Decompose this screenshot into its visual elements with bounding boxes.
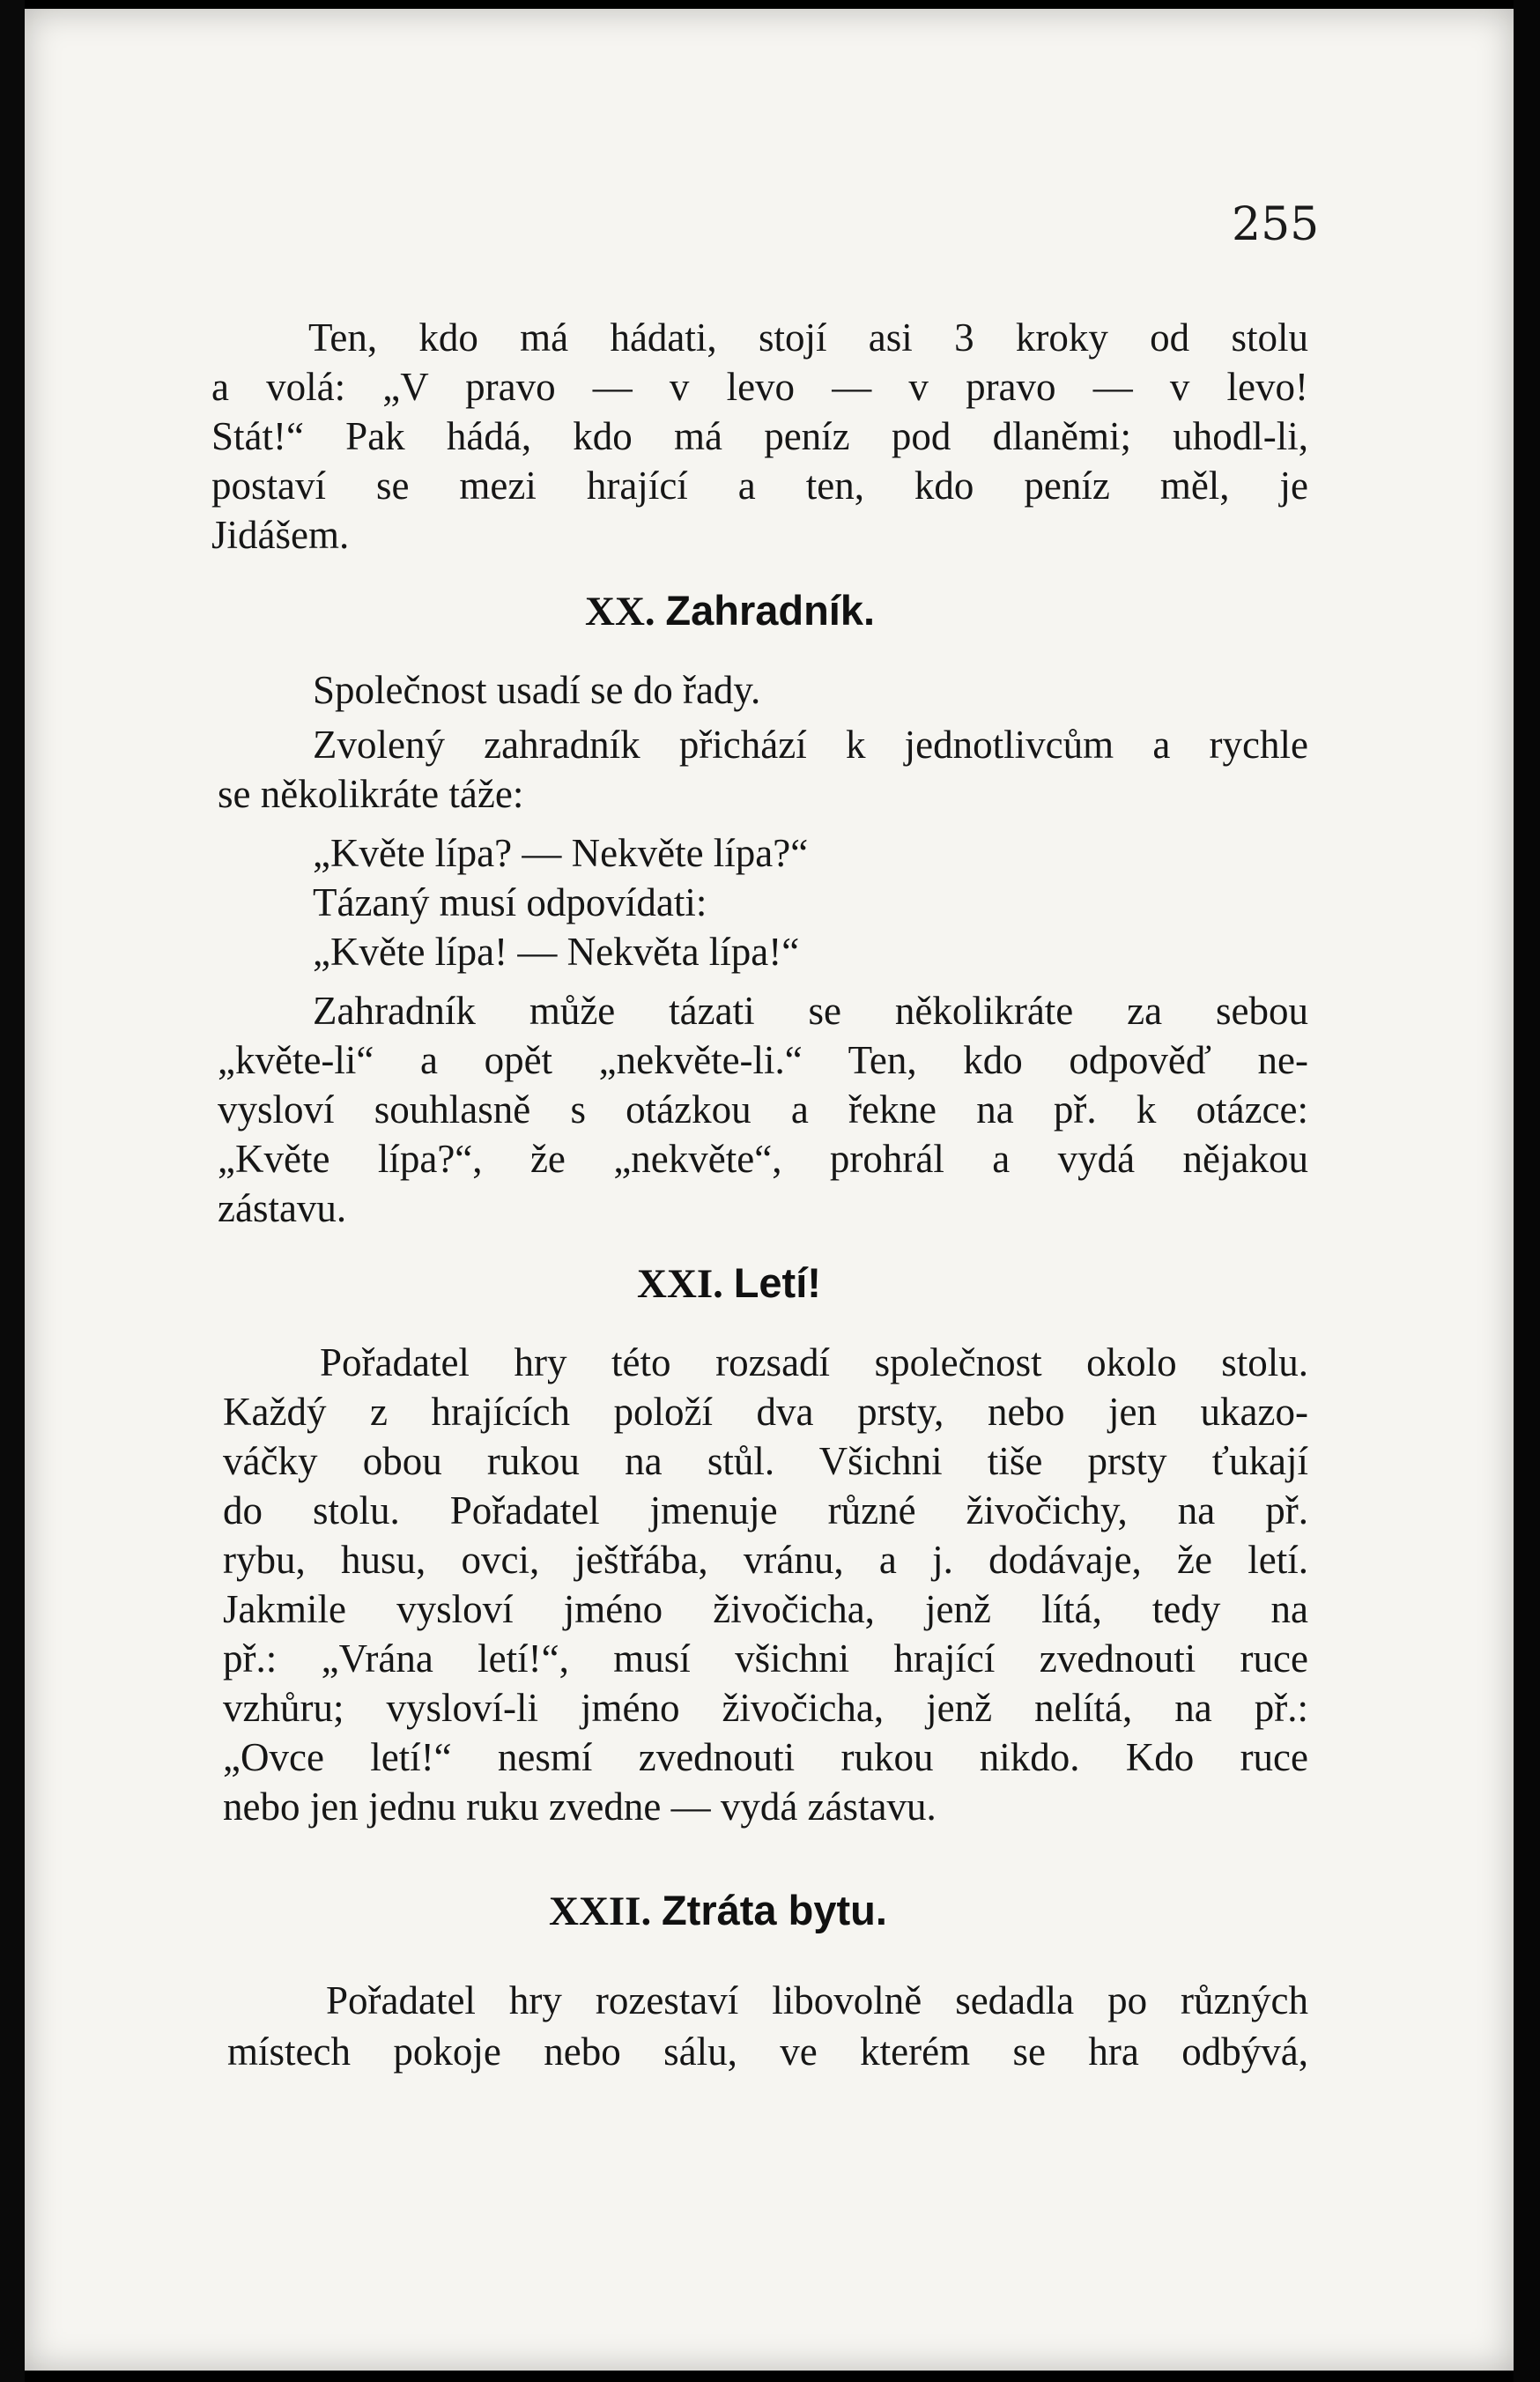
- section-xxi-heading: [637, 1258, 821, 1308]
- section-xx-line-4: „Květe lípa? — Nekvěte lípa?“: [313, 831, 809, 875]
- section-xx-line-5: Tázaný musí odpovídati:: [313, 880, 707, 924]
- intro-line-1: Ten, kdo má hádati, stojí asi 3 kroky od stolu: [308, 315, 1308, 360]
- section-xxi-line-10: nebo jen jednu ruku zvedne — vydá zástavu.: [223, 1785, 937, 1829]
- section-xx-line-3: se několikráte táže:: [218, 772, 524, 816]
- intro-line-3: Stát!“ Pak hádá, kdo má peníz pod dlaněmi; uhodl-li,: [211, 414, 1308, 458]
- section-xxii-line-2: místech pokoje nebo sálu, ve kterém se hra odbývá,: [227, 2030, 1308, 2074]
- intro-line-5: Jidášem.: [211, 513, 350, 557]
- section-xx-line-2: Zvolený zahradník přichází k jednotlivcům a rychle: [313, 723, 1308, 767]
- section-xxii-line-1: Pořadatel hry rozestaví libovolně sedadla po různých: [326, 1978, 1308, 2022]
- section-xxi-line-3: váčky obou rukou na stůl. Všichni tiše prsty ťukají: [223, 1439, 1308, 1483]
- page-number: 255: [1232, 198, 1320, 251]
- section-xx-line-7: Zahradník může tázati se několikráte za sebou: [313, 989, 1308, 1033]
- section-xxi-line-2: Každý z hrajících položí dva prsty, nebo jen ukazo-: [223, 1390, 1308, 1434]
- section-xxi-line-6: Jakmile vysloví jméno živočicha, jenž lítá, tedy na: [223, 1587, 1308, 1631]
- section-xx-line-1: Společnost usadí se do řady.: [313, 668, 761, 712]
- section-xx-line-8: „květe-li“ a opět „nekvěte-li.“ Ten, kdo odpověď ne-: [218, 1038, 1308, 1082]
- book-page: [25, 9, 1514, 2371]
- section-xx-line-11: zástavu.: [218, 1186, 347, 1230]
- section-xxii-heading: [549, 1886, 887, 1935]
- section-xx-line-9: vysloví souhlasně s otázkou a řekne na př. k otázce:: [218, 1087, 1308, 1132]
- section-xx-title: Zahradník.: [665, 587, 876, 634]
- section-xxi-line-9: „Ovce letí!“ nesmí zvednouti rukou nikdo. Kdo ruce: [223, 1735, 1308, 1779]
- section-xxi-line-1: Pořadatel hry této rozsadí společnost okolo stolu.: [320, 1340, 1308, 1384]
- section-xx-number: XX.: [585, 589, 655, 634]
- scan-right-border: [1514, 0, 1540, 2382]
- intro-line-2: a volá: „V pravo — v levo — v pravo — v levo!: [211, 365, 1308, 409]
- section-xx-line-6: „Květe lípa! — Nekvěta lípa!“: [313, 930, 800, 974]
- section-xx-line-10: „Květe lípa?“, že „nekvěte“, prohrál a vydá nějakou: [218, 1137, 1308, 1181]
- section-xxi-line-7: př.: „Vrána letí!“, musí všichni hrající zvednouti ruce: [223, 1636, 1308, 1681]
- intro-line-4: postaví se mezi hrající a ten, kdo peníz měl, je: [211, 464, 1308, 508]
- section-xxii-number: XXII.: [549, 1889, 652, 1934]
- section-xx-heading: [585, 586, 875, 635]
- section-xxi-line-8: vzhůru; vysloví-li jméno živočicha, jenž nelítá, na př.:: [223, 1686, 1308, 1730]
- section-xxi-title: Letí!: [733, 1259, 821, 1306]
- scan-left-border: [0, 0, 25, 2382]
- section-xxi-line-5: rybu, husu, ovci, ještřába, vránu, a j. dodávaje, že letí.: [223, 1538, 1308, 1582]
- section-xxi-line-4: do stolu. Pořadatel jmenuje různé živočichy, na př.: [223, 1488, 1308, 1532]
- section-xxi-number: XXI.: [637, 1261, 723, 1307]
- section-xxii-title: Ztráta bytu.: [661, 1887, 887, 1933]
